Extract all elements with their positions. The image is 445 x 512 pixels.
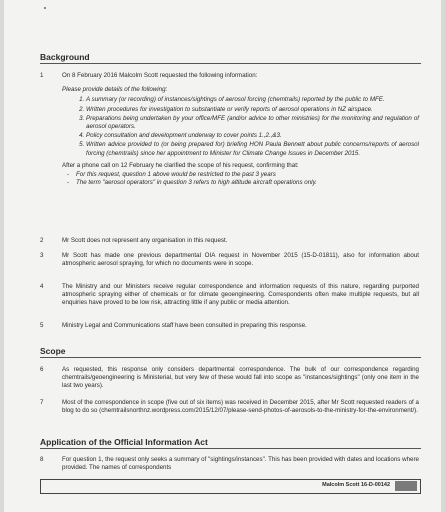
paragraph-text: For question 1, the request only seeks a summary of "sightings/instances". This has been provided with dates and locations where provided. The names of correspondents — [62, 456, 419, 472]
scan-speck — [44, 7, 46, 9]
clarification-text: After a phone call on 12 February he clarified the scope of his request, confirming that: — [62, 161, 299, 169]
paragraph-text: Mr Scott does not represent any organisation in this request. — [62, 237, 228, 244]
paragraph-text: Mr Scott has made one previous departmental OIA request in November 2015 (15-D-01811), also for information about atmospheric aerosol spraying, for which no documents were in scope. — [62, 252, 419, 268]
request-list — [62, 96, 419, 157]
paragraph-7 — [40, 399, 419, 415]
clarification-item: - The term "aerosol operators" in question 3 refers to high altitude aircraft operations only. — [76, 179, 419, 187]
section-heading-background: Background — [40, 52, 90, 62]
paragraph-number: 6 — [40, 366, 44, 373]
paragraph-text: Ministry Legal and Communications staff have been consulted in preparing this response. — [62, 322, 307, 329]
clarification-item: - For this request, question 1 above would be restricted to the past 3 years — [76, 171, 419, 179]
paragraph-number: 2 — [40, 237, 44, 244]
paragraph-1 — [40, 72, 419, 187]
section-heading-application: Application of the Official Information Act — [40, 437, 208, 447]
paragraph-5 — [40, 322, 419, 330]
request-intro: Please provide details of the following: — [62, 86, 168, 94]
page-stamp — [395, 481, 417, 491]
paragraph-text: Most of the correspondence in scope (five out of six items) was received in December 2015, after Mr Scott requested readers of a blog to do so (chemtrailsnorthnz.wordpress.com/2015/12/07/please-send-photos-of-aerosols-to-the-ministry-for-the-environment/). — [62, 399, 419, 415]
paragraph-text: On 8 February 2016 Malcolm Scott requested the following information: — [62, 72, 258, 79]
section-rule — [40, 357, 421, 358]
section-heading-scope: Scope — [40, 346, 66, 356]
request-item: 5. Written advice provided to (or being prepared for) briefing HON Paula Bennett about public concerns/reports of aerosol forcing (chemtrails) since her appointment to Minister for Climate Change Issues in December 2015. — [86, 141, 419, 157]
request-item: 2. Written procedures for investigation to substantiate or verify reports of aerosol operations in NZ airspace. — [86, 106, 419, 114]
request-item: 4. Policy consultation and development underway to cover points 1.,2.,&3. — [86, 132, 419, 140]
paragraph-number: 4 — [40, 283, 44, 290]
paragraph-3 — [40, 252, 419, 268]
request-item: 3. Preparations being undertaken by your office/MFE (and/or advice to other ministries) for the monitoring and regulation of aerosol operators. — [86, 115, 419, 131]
paragraph-number: 3 — [40, 252, 44, 259]
section-rule — [40, 63, 421, 64]
paragraph-number: 1 — [40, 72, 44, 79]
document-page — [4, 0, 441, 512]
section-rule — [40, 448, 421, 449]
footer-box — [40, 479, 421, 494]
paragraph-number: 8 — [40, 456, 44, 463]
paragraph-number: 7 — [40, 399, 44, 406]
document-reference: Malcolm Scott 16-D-00142 — [322, 482, 390, 488]
paragraph-text: As requested, this response only considers departmental correspondence. The bulk of our correspondence regarding chemtrails/geoengineering is Ministerial, but very few of these would fall into scope as "instances/sightings" (only one item in the last two years). — [62, 366, 419, 390]
paragraph-2 — [40, 237, 419, 245]
paragraph-number: 5 — [40, 322, 44, 329]
paragraph-6 — [40, 366, 419, 391]
paragraph-4 — [40, 283, 419, 308]
request-item: 1. A summary (or recording) of instances/sightings of aerosol forcing (chemtrails) reported by the public to MFE. — [86, 96, 419, 104]
paragraph-text: The Ministry and our Ministers receive regular correspondence and information requests of this nature, regarding purported atmospheric spraying either of chemicals or for climate geoengineering. Correspondents often make multiple requests, but all enquiries have proved to be low risk, attracting little if any public or media attention. — [62, 283, 419, 307]
paragraph-8 — [40, 456, 419, 472]
clarification-list — [62, 171, 419, 187]
